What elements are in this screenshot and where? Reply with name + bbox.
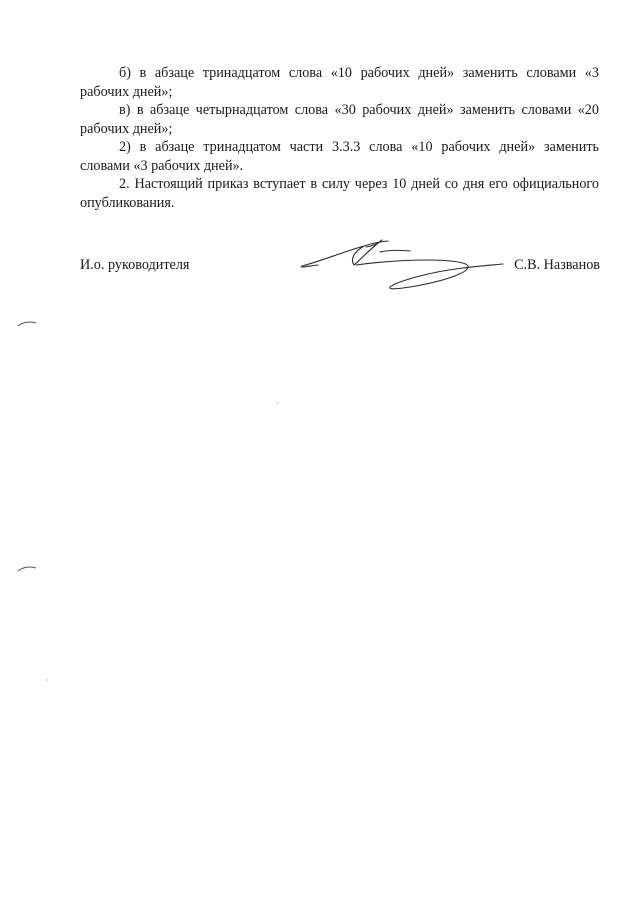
scan-mark-left-lower [16, 563, 38, 573]
scan-dot-center [276, 401, 280, 405]
scan-dot-left [45, 678, 49, 682]
paragraph-enactment: 2. Настоящий приказ вступает в силу через 10 дней со дня его официального опубликования. [80, 176, 599, 211]
paragraph-v: в) в абзаце четырнадцатом слова «30 рабочих дней» заменить словами «20 рабочих дней»; [80, 102, 599, 137]
paragraph-2: 2) в абзаце тринадцатом части 3.3.3 слова «10 рабочих дней» заменить словами «3 рабочих дней». [80, 139, 599, 174]
signatory-name: С.В. Названов [514, 257, 600, 273]
document-body [80, 64, 599, 212]
signatory-title: И.о. руководителя [80, 257, 190, 273]
handwritten-signature [298, 232, 508, 294]
scan-mark-left-upper [16, 318, 38, 328]
paragraph-b: б) в абзаце тринадцатом слова «10 рабочих дней» заменить словами «3 рабочих дней»; [80, 65, 599, 100]
